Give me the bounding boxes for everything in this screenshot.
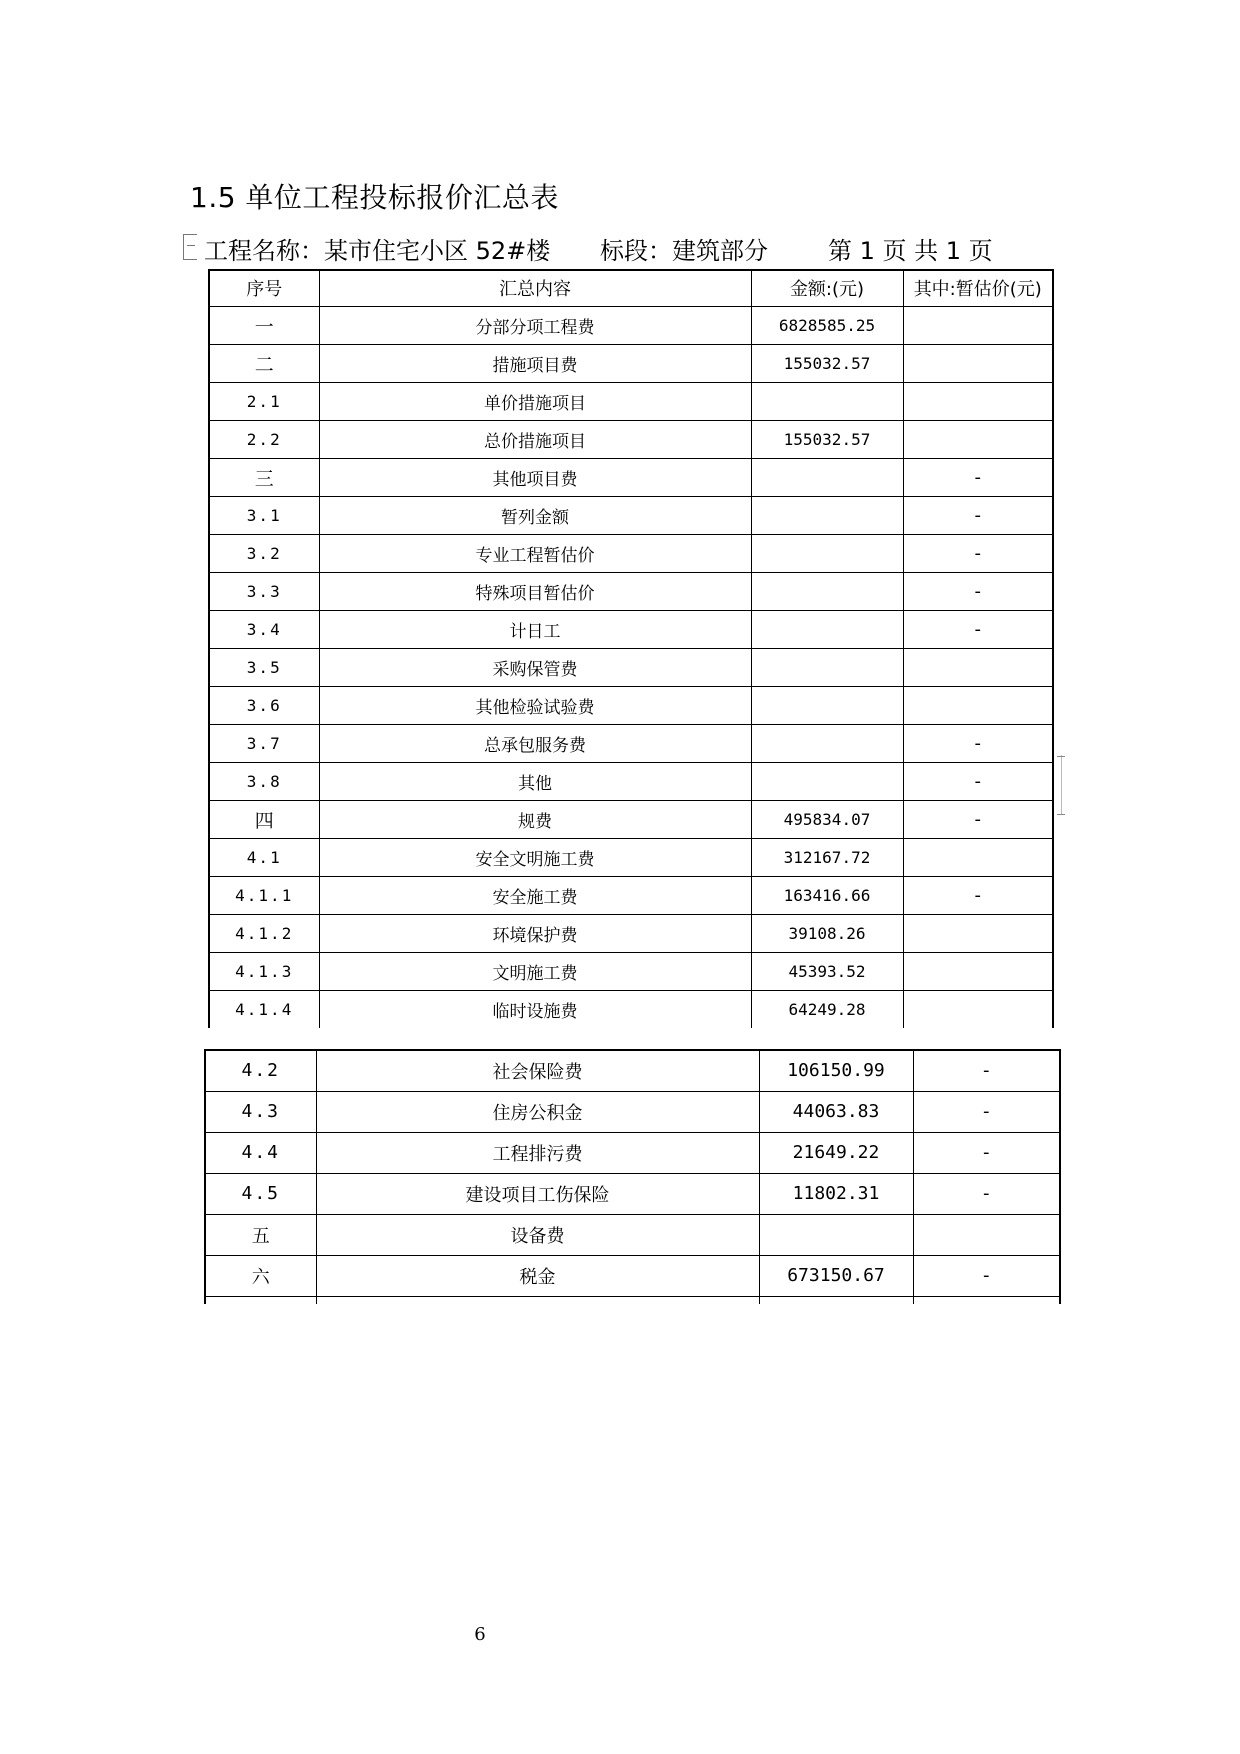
row-item: 总价措施项目 [319, 420, 751, 458]
table-row [205, 1214, 1060, 1255]
row-amount: 155032.57 [751, 420, 903, 458]
row-amount [751, 496, 903, 534]
row-item: 住房公积金 [316, 1091, 759, 1132]
row-amount [751, 610, 903, 648]
row-item: 工程排污费 [316, 1132, 759, 1173]
continuation-cell [316, 1296, 759, 1304]
anchor-marker-icon [183, 234, 197, 260]
row-item: 其他 [319, 762, 751, 800]
table-row [209, 800, 1053, 838]
margin-tick [1057, 814, 1065, 815]
row-amount [751, 686, 903, 724]
row-amount: 312167.72 [751, 838, 903, 876]
table-row [209, 610, 1053, 648]
row-seq: 二 [209, 344, 319, 382]
row-amount [751, 762, 903, 800]
table-row [209, 306, 1053, 344]
row-seq: 4.1 [209, 838, 319, 876]
row-item: 环境保护费 [319, 914, 751, 952]
table-row [209, 458, 1053, 496]
table-row [205, 1173, 1060, 1214]
row-seq: 四 [209, 800, 319, 838]
table-row [209, 572, 1053, 610]
row-provisional: - [903, 762, 1053, 800]
row-provisional [903, 382, 1053, 420]
table-row [209, 382, 1053, 420]
table-row [209, 952, 1053, 990]
row-seq: 3.4 [209, 610, 319, 648]
row-item: 安全文明施工费 [319, 838, 751, 876]
row-item: 总承包服务费 [319, 724, 751, 762]
row-item: 税金 [316, 1255, 759, 1296]
section-title: 1.5 单位工程投标报价汇总表 [190, 181, 559, 214]
row-seq: 2.1 [209, 382, 319, 420]
row-seq: 2.2 [209, 420, 319, 458]
row-seq: 4.1.4 [209, 990, 319, 1028]
summary-table-part-2 [204, 1049, 1061, 1304]
row-provisional [913, 1214, 1060, 1255]
row-seq: 3.5 [209, 648, 319, 686]
row-provisional: - [903, 876, 1053, 914]
row-seq: 3.7 [209, 724, 319, 762]
row-item: 安全施工费 [319, 876, 751, 914]
row-item: 采购保管费 [319, 648, 751, 686]
row-item: 社会保险费 [316, 1050, 759, 1091]
table-row [209, 534, 1053, 572]
table-row [205, 1091, 1060, 1132]
summary-table-part-1 [208, 269, 1054, 1028]
page-count-label: 第 1 页 共 1 页 [828, 237, 993, 265]
table-row [209, 724, 1053, 762]
continuation-cell [913, 1296, 1060, 1304]
table-row [205, 1132, 1060, 1173]
row-seq: 4.5 [205, 1173, 316, 1214]
row-seq: 3.2 [209, 534, 319, 572]
row-amount: 155032.57 [751, 344, 903, 382]
row-seq: 一 [209, 306, 319, 344]
row-seq: 三 [209, 458, 319, 496]
header-provisional: 其中:暂估价(元) [903, 270, 1053, 306]
row-amount [759, 1214, 913, 1255]
margin-tick [1057, 756, 1065, 757]
row-item: 专业工程暂估价 [319, 534, 751, 572]
row-item: 特殊项目暂估价 [319, 572, 751, 610]
table-row [209, 876, 1053, 914]
row-seq: 4.1.3 [209, 952, 319, 990]
header-seq: 序号 [209, 270, 319, 306]
row-provisional: - [903, 724, 1053, 762]
row-provisional: - [903, 458, 1053, 496]
row-amount [751, 458, 903, 496]
row-provisional: - [913, 1255, 1060, 1296]
row-provisional [903, 306, 1053, 344]
row-item: 规费 [319, 800, 751, 838]
row-provisional [903, 344, 1053, 382]
table-row [209, 496, 1053, 534]
table-row [205, 1255, 1060, 1296]
section-label: 标段：建筑部分 [600, 237, 768, 265]
row-amount [751, 572, 903, 610]
row-provisional [903, 648, 1053, 686]
row-item: 分部分项工程费 [319, 306, 751, 344]
row-amount: 64249.28 [751, 990, 903, 1028]
row-item: 计日工 [319, 610, 751, 648]
row-provisional: - [913, 1173, 1060, 1214]
row-provisional: - [903, 572, 1053, 610]
header-content: 汇总内容 [319, 270, 751, 306]
row-provisional: - [903, 800, 1053, 838]
row-provisional [903, 990, 1053, 1028]
table-row [209, 344, 1053, 382]
row-amount: 44063.83 [759, 1091, 913, 1132]
table-row [209, 838, 1053, 876]
row-item: 文明施工费 [319, 952, 751, 990]
table-row [209, 762, 1053, 800]
continuation-cell [205, 1296, 316, 1304]
row-provisional: - [903, 610, 1053, 648]
row-amount: 21649.22 [759, 1132, 913, 1173]
row-amount: 39108.26 [751, 914, 903, 952]
row-amount [751, 724, 903, 762]
row-provisional [903, 686, 1053, 724]
row-seq: 4.1.2 [209, 914, 319, 952]
table-row [209, 914, 1053, 952]
row-seq: 4.3 [205, 1091, 316, 1132]
table-row [209, 420, 1053, 458]
margin-marker [1061, 755, 1062, 815]
row-item: 暂列金额 [319, 496, 751, 534]
row-amount: 673150.67 [759, 1255, 913, 1296]
row-seq: 3.3 [209, 572, 319, 610]
row-provisional: - [913, 1132, 1060, 1173]
row-amount [751, 534, 903, 572]
row-seq: 3.6 [209, 686, 319, 724]
row-provisional: - [913, 1050, 1060, 1091]
row-amount: 45393.52 [751, 952, 903, 990]
row-item: 单价措施项目 [319, 382, 751, 420]
row-amount: 11802.31 [759, 1173, 913, 1214]
row-item: 临时设施费 [319, 990, 751, 1028]
row-provisional [903, 914, 1053, 952]
row-seq: 3.8 [209, 762, 319, 800]
row-item: 其他检验试验费 [319, 686, 751, 724]
row-amount: 106150.99 [759, 1050, 913, 1091]
project-name: 工程名称：某市住宅小区 52#楼 [204, 237, 551, 265]
row-amount: 6828585.25 [751, 306, 903, 344]
row-seq: 4.1.1 [209, 876, 319, 914]
row-seq: 六 [205, 1255, 316, 1296]
table-header-row [209, 270, 1053, 306]
row-provisional [903, 838, 1053, 876]
table-row [205, 1050, 1060, 1091]
row-seq: 4.4 [205, 1132, 316, 1173]
header-amount: 金额:(元) [751, 270, 903, 306]
row-provisional: - [903, 496, 1053, 534]
row-provisional: - [913, 1091, 1060, 1132]
row-seq: 4.2 [205, 1050, 316, 1091]
continuation-cell [759, 1296, 913, 1304]
row-item: 其他项目费 [319, 458, 751, 496]
row-provisional [903, 952, 1053, 990]
table-row [209, 686, 1053, 724]
table-row [209, 648, 1053, 686]
row-item: 设备费 [316, 1214, 759, 1255]
row-item: 建设项目工伤保险 [316, 1173, 759, 1214]
row-amount: 163416.66 [751, 876, 903, 914]
row-provisional [903, 420, 1053, 458]
page-number: 6 [474, 1624, 486, 1645]
row-provisional: - [903, 534, 1053, 572]
row-amount [751, 382, 903, 420]
table-row [209, 990, 1053, 1028]
row-amount: 495834.07 [751, 800, 903, 838]
row-amount [751, 648, 903, 686]
row-seq: 3.1 [209, 496, 319, 534]
row-seq: 五 [205, 1214, 316, 1255]
row-item: 措施项目费 [319, 344, 751, 382]
table-row-continuation [205, 1296, 1060, 1304]
